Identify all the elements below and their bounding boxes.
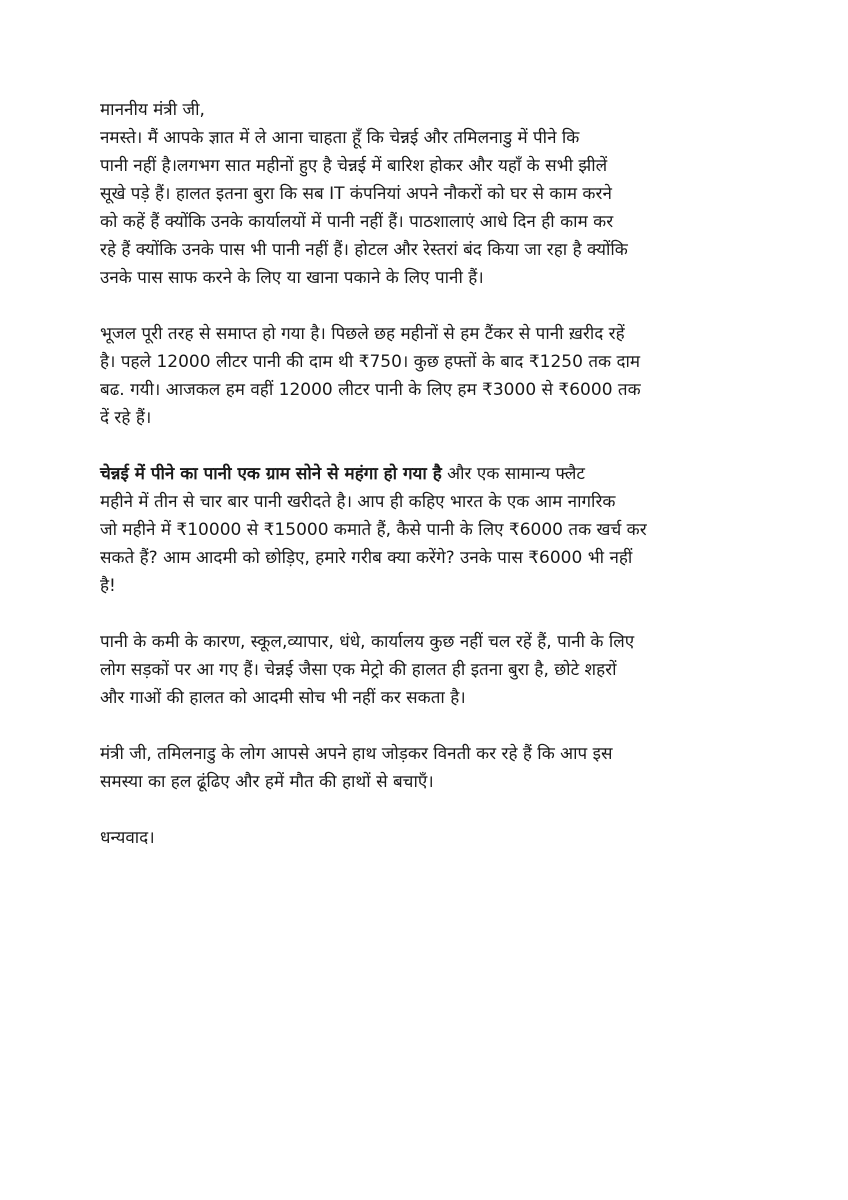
paragraph-request (100, 740, 750, 796)
salutation: माननीय मंत्री जी, (100, 100, 205, 120)
text-line: रहे हैं क्योंकि उनके पास भी पानी नहीं हैं। होटल और रेस्तरां बंद किया जा रहा है क्योंकि (100, 240, 628, 260)
text-line: पानी के कमी के कारण, स्कूल,व्यापार, धंधे, कार्यालय कुछ नहीं चल रहें हैं, पानी के लिए (100, 632, 635, 652)
paragraph-impact (100, 628, 750, 712)
text-line: पानी नहीं है।लगभग सात महीनों हुए है चेन्नई में बारिश होकर और यहाँ के सभी झीलें (100, 156, 608, 176)
text-line: सकते हैं? आम आदमी को छोड़िए, हमारे गरीब क्या करेंगे? उनके पास ₹6000 भी नहीं (100, 548, 633, 568)
text-line: बढ. गयी। आजकल हम वहीं 12000 लीटर पानी के लिए हम ₹3000 से ₹6000 तक (100, 380, 641, 400)
closing-paragraph (100, 824, 750, 852)
salutation-paragraph (100, 96, 750, 124)
text-line: महीने में तीन से चार बार पानी खरीदते है। आप ही कहिए भारत के एक आम नागरिक (100, 492, 616, 512)
text-line: उनके पास साफ करने के लिए या खाना पकाने के लिए पानी हैं। (100, 268, 484, 288)
text-line: नमस्ते। मैं आपके ज्ञात में ले आना चाहता हूँ कि चेन्नई और तमिलनाडु में पीने कि (100, 128, 580, 148)
letter-body (100, 96, 750, 852)
text-line: है। पहले 12000 लीटर पानी की दाम थी ₹750। कुछ हफ्तों के बाद ₹1250 तक दाम (100, 352, 641, 372)
text-line: और गाओं की हालत को आदमी सोच भी नहीं कर सकता है। (100, 688, 466, 708)
emphasis-text: चेन्नई में पीने का पानी एक ग्राम सोने से महंगा हो गया है (100, 464, 442, 484)
text-line: समस्या का हल ढूंढिए और हमें मौत की हाथों से बचाएँ। (100, 772, 434, 792)
text-line: भूजल पूरी तरह से समाप्त हो गया है। पिछले छह महीनों से हम टैंकर से पानी ख़रीद रहें (100, 324, 625, 344)
closing: धन्यवाद। (100, 828, 155, 848)
text-line: मंत्री जी, तमिलनाडु के लोग आपसे अपने हाथ जोड़कर विनती कर रहे हैं कि आप इस (100, 744, 613, 764)
text-line: दें रहे हैं। (100, 408, 152, 428)
text-line: को कहें हैं क्योंकि उनके कार्यालयों में पानी नहीं हैं। पाठशालाएं आधे दिन ही काम कर (100, 212, 614, 232)
paragraph-water-cost (100, 460, 750, 600)
text-line: है! (100, 576, 116, 596)
text-line: जो महीने में ₹10000 से ₹15000 कमाते हैं, कैसे पानी के लिए ₹6000 तक खर्च कर (100, 520, 647, 540)
text-line (100, 460, 750, 488)
paragraph-groundwater (100, 320, 750, 432)
text-line: सूखे पड़े हैं। हालत इतना बुरा कि सब IT कंपनियां अपने नौकरों को घर से काम करने (100, 184, 612, 204)
text-line: लोग सड़कों पर आ गए हैं। चेन्नई जैसा एक मेट्रो की हालत ही इतना बुरा है, छोटे शहरों (100, 660, 617, 680)
text-span: और एक सामान्य फ्लैट (441, 464, 585, 484)
paragraph-water-crisis (100, 124, 750, 292)
